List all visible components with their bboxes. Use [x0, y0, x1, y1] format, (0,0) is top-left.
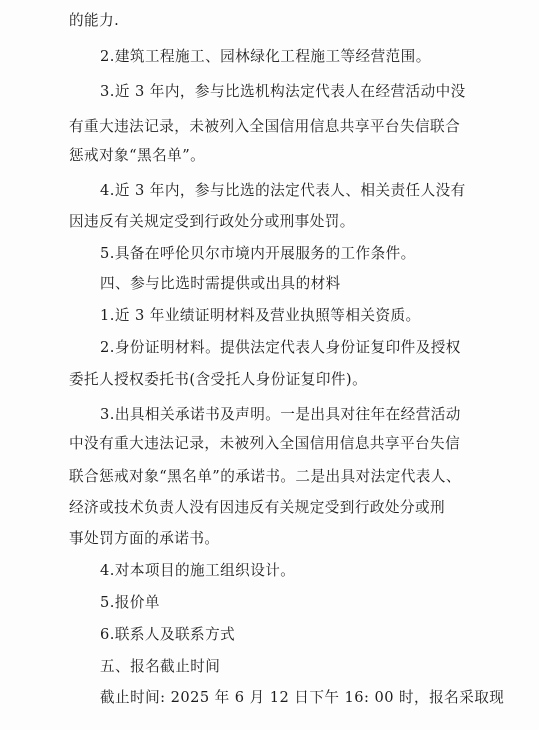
text-line-5: 惩戒对象“黑名单”。 — [69, 147, 206, 164]
text-line-10: 1.近 3 年业绩证明材料及营业执照等相关资质。 — [100, 307, 421, 324]
text-line-13: 3.出具相关承诺书及声明。一是出具对往年在经营活动 — [100, 406, 461, 423]
text-line-11: 2.身份证明材料。提供法定代表人身份证复印件及授权 — [100, 339, 461, 356]
text-line-7: 因违反有关规定受到行政处分或刑事处罚。 — [69, 213, 355, 230]
text-line-3: 3.近 3 年内，参与比选机构法定代表人在经营活动中没 — [100, 83, 466, 100]
text-line-8: 5.具备在呼伦贝尔市境内开展服务的工作条件。 — [100, 245, 416, 262]
text-line-14: 中没有重大违法记录，未被列入全国信用信息共享平台失信 — [69, 435, 461, 452]
text-line-20: 6.联系人及联系方式 — [100, 626, 236, 643]
text-line-1: 的能力. — [69, 12, 120, 29]
text-line-17: 事处罚方面的承诺书。 — [69, 530, 220, 547]
text-line-19: 5.报价单 — [100, 594, 160, 611]
text-line-6: 4.近 3 年内，参与比选的法定代表人、相关责任人没有 — [100, 182, 466, 199]
section-heading-5: 五、报名截止时间 — [100, 658, 221, 675]
text-line-16: 经济或技术负责人没有因违反有关规定受到行政处分或刑 — [69, 499, 446, 516]
text-line-15: 联合惩戒对象“黑名单”的承诺书。二是出具对法定代表人、 — [69, 468, 461, 485]
text-line-12: 委托人授权委托书(含受托人身份证复印件)。 — [69, 371, 368, 388]
text-line-22: 截止时间: 2025 年 6 月 12 日下午 16: 00 时，报名采取现 — [100, 689, 505, 706]
text-line-2: 2.建筑工程施工、园林绿化工程施工等经营范围。 — [100, 48, 431, 65]
text-line-4: 有重大违法记录，未被列入全国信用信息共享平台失信联合 — [69, 118, 461, 135]
section-heading-4: 四、参与比选时需提供或出具的材料 — [100, 275, 341, 292]
text-line-18: 4.对本项目的施工组织设计。 — [100, 562, 296, 579]
